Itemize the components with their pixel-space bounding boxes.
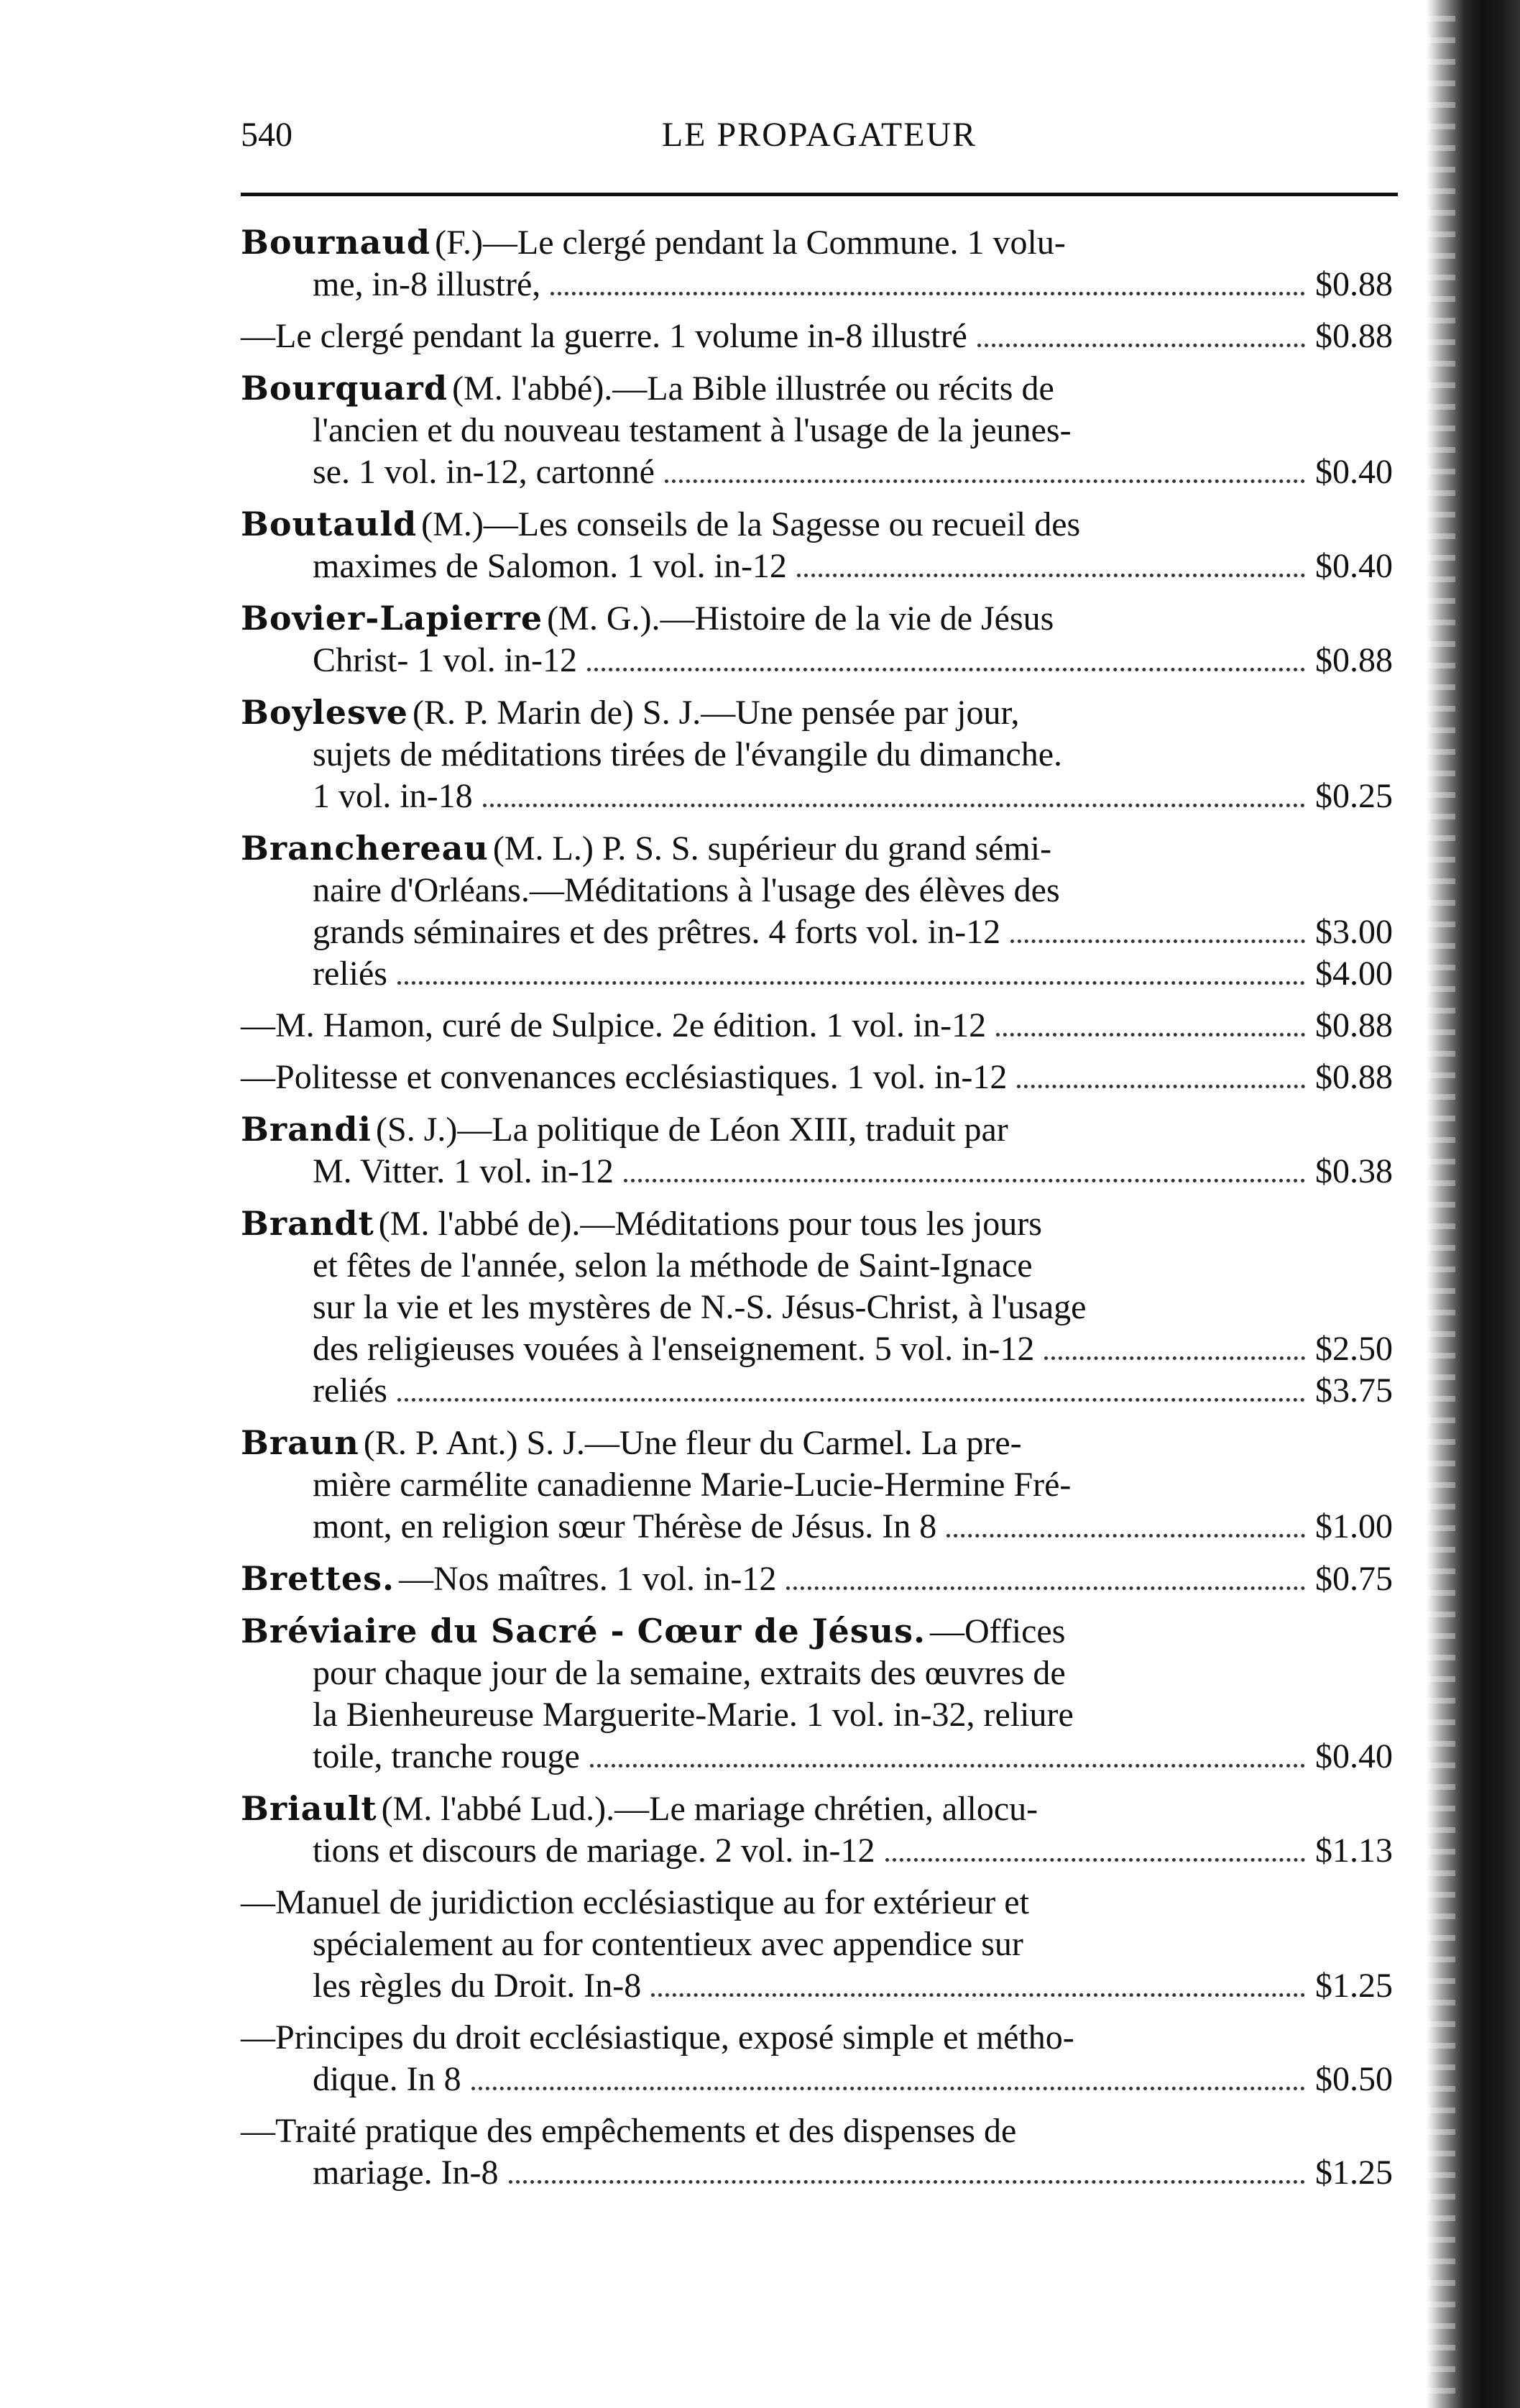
- dot-leader: [590, 1764, 1305, 1768]
- entry-author: Bournaud: [241, 223, 431, 262]
- entry-text: la Bienheureuse Marguerite-Marie. 1 vol. in-32, reliure: [313, 1696, 1074, 1734]
- entry-line: [241, 1151, 1398, 1192]
- entry-price: $0.25: [1315, 777, 1393, 815]
- entry-text: l'ancien et du nouveau testament à l'usage de la jeunes-: [313, 411, 1072, 449]
- catalog-entry: [241, 221, 1398, 305]
- entry-text: —Politesse et convenances ecclésiastiques. 1 vol. in-12: [241, 1058, 1008, 1096]
- dot-leader: [996, 1033, 1305, 1037]
- entry-price: $0.88: [1315, 641, 1393, 679]
- entry-line: [241, 316, 1398, 357]
- catalog-entry: [241, 1558, 1398, 1600]
- entry-author: Boutauld: [241, 505, 418, 543]
- entry-line: [241, 1370, 1398, 1412]
- entry-text: —Le clergé pendant la guerre. 1 volume in-8 illustré: [241, 317, 967, 355]
- entry-price: $0.40: [1315, 1737, 1393, 1775]
- entry-line: [241, 546, 1398, 587]
- entry-price: $3.00: [1315, 913, 1393, 951]
- entry-text: —M. Hamon, curé de Sulpice. 2e édition. 1 vol. in-12: [241, 1006, 987, 1044]
- entry-text: —Offices: [929, 1612, 1066, 1650]
- entry-line: [241, 1694, 1398, 1736]
- entry-line: [241, 1422, 1398, 1464]
- dot-leader: [977, 344, 1305, 347]
- page-spine-shadow: [1427, 0, 1520, 2408]
- entry-text: grands séminaires et des prêtres. 4 forts vol. in-12: [313, 913, 1001, 951]
- entry-text: se. 1 vol. in-12, cartonné: [313, 453, 655, 491]
- catalog-entry: [241, 691, 1398, 817]
- entry-line: [241, 1464, 1398, 1506]
- entry-text: Christ- 1 vol. in-12: [313, 641, 577, 679]
- entry-price: $0.50: [1315, 2060, 1393, 2098]
- catalog-entry: [241, 597, 1398, 681]
- entry-line: [241, 2110, 1398, 2152]
- dot-leader: [397, 981, 1305, 985]
- dot-leader: [509, 2180, 1305, 2184]
- entry-text: (R. P. Ant.) S. J.—Une fleur du Carmel. La pre-: [363, 1424, 1022, 1462]
- entry-price: $0.88: [1315, 265, 1393, 303]
- entry-line: [241, 410, 1398, 451]
- entry-author: Brettes.: [241, 1559, 395, 1598]
- dot-leader: [665, 479, 1305, 483]
- entry-author: Branchereau: [241, 829, 489, 868]
- entry-line: [241, 264, 1398, 305]
- entry-text: (M. l'abbé Lud.).—Le mariage chrétien, allocu-: [381, 1790, 1038, 1828]
- entry-text: —Principes du droit ecclésiastique, exposé simple et métho-: [241, 2018, 1074, 2057]
- entry-text: (S. J.)—La politique de Léon XIII, traduit par: [376, 1111, 1008, 1149]
- entry-text: toile, tranche rouge: [313, 1737, 580, 1775]
- entry-line: [241, 221, 1398, 264]
- entry-line: [241, 2152, 1398, 2194]
- dot-leader: [587, 668, 1305, 671]
- catalog-entry: [241, 1610, 1398, 1778]
- entry-text: reliés: [313, 955, 387, 993]
- entry-price: $0.75: [1315, 1560, 1393, 1598]
- entry-price: $1.25: [1315, 1967, 1393, 2005]
- entry-text: (M. l'abbé de).—Méditations pour tous les jours: [378, 1205, 1042, 1243]
- entry-text: et fêtes de l'année, selon la méthode de Saint-Ignace: [313, 1246, 1033, 1285]
- entry-text: me, in-8 illustré,: [313, 265, 541, 303]
- entry-line: [241, 1830, 1398, 1872]
- entry-line: [241, 1653, 1398, 1694]
- entry-line: [241, 597, 1398, 640]
- entry-price: $0.38: [1315, 1152, 1393, 1190]
- entry-text: —Nos maîtres. 1 vol. in-12: [399, 1560, 777, 1598]
- entry-price: $4.00: [1315, 955, 1393, 993]
- catalog-entry: [241, 2017, 1398, 2100]
- entry-line: [241, 1924, 1398, 1965]
- dot-leader: [651, 1993, 1305, 1997]
- dot-leader: [1010, 939, 1305, 943]
- running-header: [241, 115, 1398, 158]
- catalog-entry: [241, 1005, 1398, 1047]
- entry-text: dique. In 8: [313, 2060, 461, 2098]
- catalog-entry: [241, 2110, 1398, 2194]
- dot-leader: [483, 804, 1305, 807]
- dot-leader: [786, 1586, 1305, 1590]
- entry-line: [241, 1057, 1398, 1098]
- dot-leader: [551, 292, 1305, 295]
- dot-leader: [946, 1534, 1305, 1538]
- catalog-entries: [241, 221, 1398, 2204]
- entry-line: [241, 2059, 1398, 2100]
- header-rule: [241, 193, 1398, 196]
- entry-author: Bréviaire du Sacré - Cœur de Jésus.: [241, 1612, 926, 1650]
- entry-line: [241, 870, 1398, 911]
- entry-text: (M.)—Les conseils de la Sagesse ou recueil des: [421, 505, 1081, 543]
- entry-text: (M. G.).—Histoire de la vie de Jésus: [547, 599, 1054, 638]
- entry-price: $0.88: [1315, 317, 1393, 355]
- entry-author: Boylesve: [241, 693, 408, 732]
- dot-leader: [1017, 1085, 1305, 1088]
- entry-price: $1.00: [1315, 1507, 1393, 1545]
- entry-text: les règles du Droit. In-8: [313, 1967, 642, 2005]
- dot-leader: [397, 1398, 1305, 1402]
- entry-price: $0.40: [1315, 453, 1393, 491]
- entry-text: reliés: [313, 1371, 387, 1410]
- entry-text: (F.)—Le clergé pendant la Commune. 1 volu-: [435, 224, 1066, 262]
- page-number: 540: [241, 116, 293, 154]
- catalog-entry: [241, 367, 1398, 493]
- entry-text: M. Vitter. 1 vol. in-12: [313, 1152, 614, 1190]
- entry-line: [241, 367, 1398, 410]
- entry-text: (M. l'abbé).—La Bible illustrée ou récits de: [452, 369, 1054, 408]
- entry-line: [241, 911, 1398, 953]
- entry-price: $0.88: [1315, 1058, 1393, 1096]
- dot-leader: [797, 574, 1305, 577]
- entry-line: [241, 1965, 1398, 2007]
- entry-line: [241, 1245, 1398, 1287]
- entry-text: mière carmélite canadienne Marie-Lucie-Hermine Fré-: [313, 1466, 1072, 1504]
- entry-line: [241, 691, 1398, 734]
- catalog-entry: [241, 1203, 1398, 1412]
- entry-text: sujets de méditations tirées de l'évangile du dimanche.: [313, 735, 1063, 773]
- entry-text: 1 vol. in-18: [313, 777, 473, 815]
- catalog-entry: [241, 1882, 1398, 2007]
- entry-line: [241, 953, 1398, 995]
- entry-text: (R. P. Marin de) S. J.—Une pensée par jour,: [412, 694, 1020, 732]
- entry-line: [241, 1328, 1398, 1370]
- entry-line: [241, 1882, 1398, 1924]
- entry-text: spécialement au for contentieux avec appendice sur: [313, 1925, 1023, 1963]
- entry-author: Bovier-Lapierre: [241, 599, 543, 638]
- entry-author: Briault: [241, 1789, 377, 1828]
- entry-line: [241, 1558, 1398, 1600]
- entry-line: [241, 1108, 1398, 1151]
- entry-author: Bourquard: [241, 369, 448, 408]
- dot-leader: [624, 1179, 1305, 1182]
- catalog-entry: [241, 1057, 1398, 1098]
- entry-line: [241, 827, 1398, 870]
- entry-text: tions et discours de mariage. 2 vol. in-12: [313, 1832, 875, 1870]
- entry-author: Brandi: [241, 1110, 372, 1149]
- entry-text: naire d'Orléans.—Méditations à l'usage des élèves des: [313, 871, 1060, 909]
- entry-text: mont, en religion sœur Thérèse de Jésus. In 8: [313, 1507, 937, 1545]
- entry-text: (M. L.) P. S. S. supérieur du grand sémi-: [492, 830, 1052, 868]
- entry-line: [241, 734, 1398, 776]
- catalog-entry: [241, 316, 1398, 357]
- dot-leader: [1044, 1356, 1305, 1360]
- entry-line: [241, 503, 1398, 546]
- entry-text: des religieuses vouées à l'enseignement. 5 vol. in-12: [313, 1330, 1035, 1368]
- entry-line: [241, 451, 1398, 493]
- catalog-entry: [241, 503, 1398, 587]
- entry-line: [241, 1506, 1398, 1548]
- entry-line: [241, 1736, 1398, 1778]
- catalog-entry: [241, 827, 1398, 995]
- entry-line: [241, 1610, 1398, 1653]
- entry-price: $1.13: [1315, 1832, 1393, 1870]
- entry-price: $0.40: [1315, 547, 1393, 585]
- entry-line: [241, 776, 1398, 817]
- entry-text: —Traité pratique des empêchements et des dispenses de: [241, 2112, 1017, 2150]
- running-title: LE PROPAGATEUR: [661, 116, 977, 154]
- entry-price: $3.75: [1315, 1371, 1393, 1410]
- entry-price: $1.25: [1315, 2154, 1393, 2192]
- entry-text: pour chaque jour de la semaine, extraits des œuvres de: [313, 1654, 1066, 1692]
- entry-text: —Manuel de juridiction ecclésiastique au for extérieur et: [241, 1883, 1029, 1921]
- entry-text: mariage. In-8: [313, 2154, 499, 2192]
- entry-text: sur la vie et les mystères de N.-S. Jésus-Christ, à l'usage: [313, 1288, 1087, 1326]
- entry-price: $2.50: [1315, 1330, 1393, 1368]
- dot-leader: [471, 2087, 1305, 2090]
- catalog-entry: [241, 1422, 1398, 1548]
- entry-line: [241, 640, 1398, 681]
- entry-line: [241, 1005, 1398, 1047]
- catalog-entry: [241, 1108, 1398, 1192]
- entry-line: [241, 2017, 1398, 2059]
- entry-line: [241, 1287, 1398, 1328]
- entry-author: Brandt: [241, 1204, 374, 1243]
- entry-line: [241, 1788, 1398, 1830]
- entry-text: maximes de Salomon. 1 vol. in-12: [313, 547, 787, 585]
- dot-leader: [885, 1858, 1305, 1862]
- catalog-entry: [241, 1788, 1398, 1872]
- entry-author: Braun: [241, 1423, 359, 1462]
- entry-line: [241, 1203, 1398, 1245]
- entry-price: $0.88: [1315, 1006, 1393, 1044]
